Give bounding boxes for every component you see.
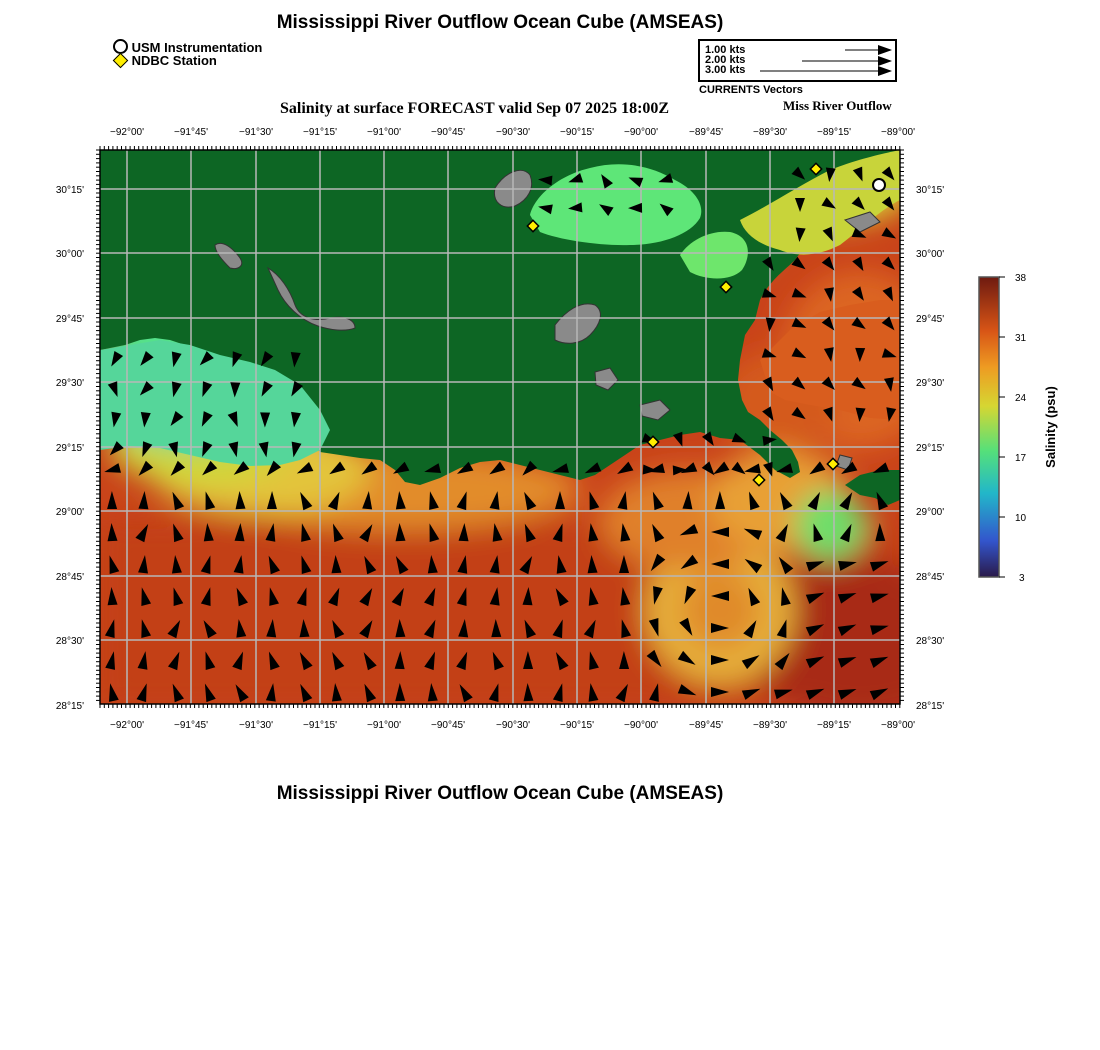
lon-tick-label: −90°00' xyxy=(624,720,658,731)
vector-legend-row: 2.00 kts xyxy=(705,54,746,66)
colorbar-tick-label: 38 xyxy=(1015,273,1027,284)
lon-tick-label: −91°45' xyxy=(174,720,208,731)
lat-tick-label: 30°15' xyxy=(916,185,945,196)
lon-tick-label: −92°00' xyxy=(110,127,144,138)
map-subtitle: Salinity at surface FORECAST valid Sep 07 2025 18:00Z xyxy=(280,100,670,117)
lon-tick-label: −89°30' xyxy=(753,720,787,731)
lon-tick-label: −90°45' xyxy=(431,127,465,138)
colorbar xyxy=(979,273,1058,584)
lat-tick-label: 29°30' xyxy=(55,378,84,389)
colorbar-label: Salinity (psu) xyxy=(1043,386,1058,468)
map-canvas xyxy=(90,150,980,720)
lat-tick-label: 30°00' xyxy=(916,249,945,260)
lon-tick-label: −91°00' xyxy=(367,720,401,731)
lon-tick-label: −89°45' xyxy=(689,127,723,138)
lon-tick-label: −89°15' xyxy=(817,720,851,731)
lon-labels-top xyxy=(110,127,915,138)
lon-tick-label: −91°15' xyxy=(303,127,337,138)
colorbar-tick-label: 24 xyxy=(1015,393,1027,404)
lat-tick-label: 28°15' xyxy=(55,701,84,712)
lon-tick-label: −89°00' xyxy=(881,127,915,138)
lat-tick-label: 29°30' xyxy=(916,378,945,389)
lon-tick-label: −92°00' xyxy=(110,720,144,731)
vector-legend-caption: CURRENTS Vectors xyxy=(699,84,803,96)
lon-tick-label: −89°30' xyxy=(753,127,787,138)
lat-tick-label: 30°15' xyxy=(55,185,84,196)
colorbar-gradient xyxy=(979,277,999,577)
usm-station-marker xyxy=(873,179,885,191)
lon-tick-label: −91°30' xyxy=(239,720,273,731)
colorbar-tick-label: 3 xyxy=(1019,573,1025,584)
lat-tick-label: 29°15' xyxy=(916,443,945,454)
lat-tick-label: 28°15' xyxy=(916,701,945,712)
lat-labels-right xyxy=(916,185,944,712)
lon-tick-label: −89°15' xyxy=(817,127,851,138)
colorbar-tick-label: 31 xyxy=(1015,333,1027,344)
ndbc-legend-label: NDBC Station xyxy=(131,53,217,68)
region-label: Miss River Outflow xyxy=(783,98,892,113)
lon-tick-label: −91°15' xyxy=(303,720,337,731)
lon-labels-bottom xyxy=(110,720,915,731)
lon-tick-label: −89°00' xyxy=(881,720,915,731)
lon-tick-label: −90°00' xyxy=(624,127,658,138)
colorbar-tick-label: 10 xyxy=(1015,513,1027,524)
lon-tick-label: −90°30' xyxy=(496,127,530,138)
lon-tick-label: −90°15' xyxy=(560,720,594,731)
lon-tick-label: −90°30' xyxy=(496,720,530,731)
lon-tick-label: −90°45' xyxy=(431,720,465,731)
vector-legend-row: 3.00 kts xyxy=(705,64,746,76)
lat-tick-label: 29°00' xyxy=(916,507,945,518)
lat-tick-label: 28°30' xyxy=(916,636,945,647)
lon-tick-label: −89°45' xyxy=(689,720,723,731)
lat-tick-label: 28°45' xyxy=(55,572,84,583)
footer-title: Mississippi River Outflow Ocean Cube (AMSEAS) xyxy=(276,783,724,804)
lat-tick-label: 28°45' xyxy=(916,572,945,583)
lat-tick-label: 29°00' xyxy=(55,507,84,518)
vector-legend-row: 1.00 kts xyxy=(705,44,746,56)
lon-tick-label: −91°00' xyxy=(367,127,401,138)
page-title: Mississippi River Outflow Ocean Cube (AMSEAS) xyxy=(276,12,724,33)
lon-tick-label: −90°15' xyxy=(560,127,594,138)
lon-tick-label: −91°30' xyxy=(239,127,273,138)
lat-tick-label: 28°30' xyxy=(55,636,84,647)
usm-legend-label: USM Instrumentation xyxy=(131,40,263,55)
lon-tick-label: −91°45' xyxy=(174,127,208,138)
lat-tick-label: 29°45' xyxy=(55,314,84,325)
lat-tick-label: 30°00' xyxy=(55,249,84,260)
colorbar-tick-label: 17 xyxy=(1015,453,1027,464)
lat-tick-label: 29°15' xyxy=(55,443,84,454)
lat-labels-left xyxy=(56,185,84,712)
lat-tick-label: 29°45' xyxy=(916,314,945,325)
